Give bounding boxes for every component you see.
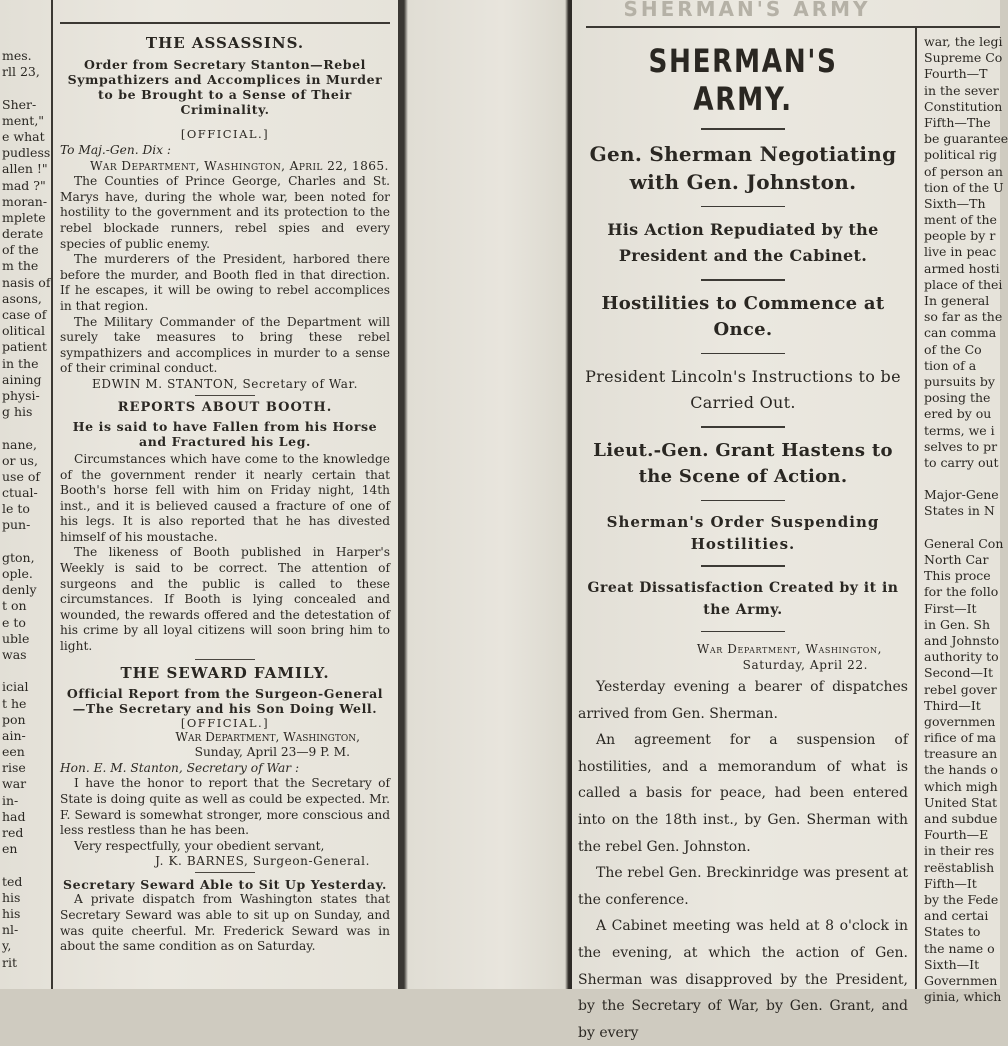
cut-off-line: selves to pr (924, 438, 998, 454)
cut-off-line: in the sever (924, 82, 999, 98)
bleed-through-masthead: SHERMAN'S ARMY (623, 0, 871, 21)
cut-off-line: of the Co (924, 341, 982, 357)
cut-off-line: and subdue (924, 811, 998, 826)
cut-off-line: rit (2, 954, 17, 970)
sherman-paragraph: An agreement for a suspension of hostilities, and a memorandum of what is called a basis for peace, had been entered into on the 18th inst., by Gen. Sherman with the rebel Gen. Johnston. (578, 732, 908, 855)
seward-paragraph: I have the honor to report that the Secretary of State is doing quite as well as could be expected. Mr. F. Seward is somewhat stronger, more conscious and less restless than he has been. (60, 776, 390, 838)
sherman-paragraph: A Cabinet meeting was held at 8 o'clock in the evening, at which the action of Gen. Sherman was disapproved by the President, by the Secretary of War, by Gen. Grant, and by every (578, 918, 908, 1041)
cut-off-line: in the (2, 355, 39, 371)
right-newspaper-page (572, 0, 1008, 1041)
seward-salutation: Hon. E. M. Stanton, Secretary of War : (60, 760, 300, 775)
booth-body (60, 452, 390, 655)
cut-off-line: rifice of ma (924, 730, 997, 746)
cut-off-line: governmen (924, 713, 996, 729)
cut-off-line: rll 23, (2, 64, 40, 80)
cut-off-line: uble (2, 630, 30, 646)
cut-off-line: treasure an (924, 746, 998, 762)
seward-dateline-1: War Department, Washington, (175, 729, 360, 744)
seward-subhead: Official Report from the Surgeon-General—The Secretary and his Son Doing Well. (66, 685, 384, 716)
cut-off-line: terms, we i (924, 422, 995, 438)
cut-off-line: mad ?" (2, 177, 46, 193)
sherman-paragraph: Yesterday evening a bearer of dispatches arrived from Gen. Sherman. (578, 679, 908, 722)
seward-body (60, 776, 390, 854)
cut-off-line: m the (2, 258, 39, 274)
cut-off-line: olitical (2, 323, 45, 339)
cut-off-line: le to (2, 501, 30, 517)
left-newspaper-page (0, 0, 398, 989)
cut-off-line: political rig (924, 147, 997, 163)
cut-off-line: gton, (2, 549, 35, 565)
deck-line: President Lincoln's Instructions to be Carried Out. (585, 367, 901, 412)
cut-off-line: can comma (924, 325, 997, 341)
deck-line: Lieut.-Gen. Grant Hastens to the Scene of Action. (593, 439, 893, 487)
deck-line: Sherman's Order Suspending Hostilities. (606, 513, 880, 553)
left-main-column (60, 0, 390, 989)
booth-headline: REPORTS ABOUT BOOTH. (117, 399, 333, 415)
seward-dateline-2: Sunday, April 23—9 P. M. (194, 745, 350, 760)
divider (701, 631, 785, 633)
cut-off-line: States in N (924, 503, 995, 519)
cut-off-line: Sixth—It (924, 956, 980, 972)
cut-off-line: Major-Gene (924, 487, 999, 503)
cut-off-line: authority to (924, 649, 999, 665)
cut-off-line: derate (2, 226, 44, 242)
deck-line: Great Dissatisfaction Created by it in the Army. (587, 579, 899, 618)
cut-off-left-column (2, 48, 51, 971)
cut-off-line: asons, (2, 290, 42, 306)
cut-off-line: in Gen. Sh (924, 616, 991, 632)
deck-line: Gen. Sherman Negotiating with Gen. Johnston. (589, 141, 897, 194)
cut-off-line: rise (2, 760, 26, 776)
cut-off-line: his (2, 889, 21, 905)
cut-off-line: In general (924, 293, 990, 308)
cut-off-line: the name o (924, 940, 995, 956)
cut-off-line: denly (2, 582, 37, 598)
divider (701, 565, 785, 567)
cut-off-line: moran- (2, 193, 48, 209)
cut-off-line: t he (2, 695, 27, 711)
cut-off-line: ginia, which (924, 989, 1002, 1005)
seward-headline: THE SEWARD FAMILY. (120, 663, 330, 682)
cut-off-line: place of thei (924, 276, 1003, 292)
assassins-paragraph: The Counties of Prince George, Charles and St. Marys have, during the whole war, been noted for hostility to the government and its protection to the rebel blockade runners, rebel spies and every species of public enemy. (60, 174, 390, 251)
cut-off-line: physi- (2, 387, 40, 403)
assassins-dateline: War Department, Washington, April 22, 1865. (90, 158, 389, 173)
cut-off-line (2, 420, 42, 436)
cut-off-line: had (2, 808, 26, 824)
cut-off-line: Constitution (924, 98, 1003, 114)
cut-off-line: posing the (924, 390, 991, 406)
sherman-dateline-2: Saturday, April 22. (742, 658, 868, 672)
cut-off-line: his (2, 905, 21, 921)
cut-off-line: or us, (2, 452, 38, 468)
cut-off-line: people by r (924, 228, 996, 244)
cut-off-line: by the Fede (924, 891, 999, 907)
cut-off-line (2, 663, 42, 679)
assassins-paragraph: The Military Commander of the Department will surely take measures to bring these rebel sympathizers and accomplices in murder to a sense of their criminal conduct. (60, 314, 390, 376)
cut-off-line: Second—It (924, 665, 994, 681)
cut-off-line: reëstablish (924, 859, 995, 875)
cut-off-line: red (2, 825, 24, 840)
cut-off-line: armed hosti (924, 260, 1000, 276)
cut-off-line: icial (2, 679, 29, 695)
cut-off-line: mplete (2, 209, 46, 225)
cut-off-line: be guarantee (924, 131, 1008, 147)
cut-off-line: Supreme Co (924, 50, 1003, 66)
cut-off-line: First—It (924, 600, 977, 616)
cut-off-line: war, the legi (924, 34, 1003, 49)
cut-off-line: Governmen (924, 972, 998, 988)
assassins-official-tag: [OFFICIAL.] (180, 127, 270, 141)
cut-off-line: pon (2, 711, 26, 727)
cut-off-line: e to (2, 614, 26, 630)
page-gutter (398, 0, 572, 989)
divider (701, 128, 785, 130)
sit-up-paragraph: A private dispatch from Washington states that Secretary Seward was able to sit up on Sunday, and was quite cheerful. Mr. Frederick Seward was in about the same condition as on Saturday. (60, 892, 390, 954)
cut-off-line: Fourth—E (924, 827, 989, 843)
divider (195, 872, 255, 873)
cut-off-line: of person an (924, 163, 1003, 179)
sherman-paragraph: The rebel Gen. Breckinridge was present at the conference. (578, 865, 908, 908)
sit-up-body (60, 892, 390, 954)
booth-paragraph: Circumstances which have come to the knowledge of the government render it nearly certain that Booth's horse fell with him on Friday night, 14th inst., and it is believed caused a fracture of one of his legs. It is also reported that he has divested himself of his moustache. (60, 451, 390, 544)
cut-off-line: ered by ou (924, 406, 992, 422)
seward-paragraph: Very respectfully, your obedient servant, (74, 838, 325, 853)
cut-off-line: Sher- (2, 96, 37, 112)
cut-off-line: United Stat (924, 794, 998, 810)
assassins-paragraph: The murderers of the President, harbored there before the murder, and Booth fled in that direction. If he escapes, it will be owing to rebel accomplices in that region. (60, 252, 390, 313)
cut-off-line: t on (2, 598, 27, 614)
divider (701, 206, 785, 208)
cut-off-line: General Con (924, 535, 1004, 551)
booth-paragraph: The likeness of Booth published in Harper's Weekly is said to be correct. The attention of surgeons and the public is called to these circumstances. If Booth is lying concealed and wounded, the rewards offered and the detestation of his crime by all loyal citizens will soon bring him to light. (60, 545, 390, 654)
top-rule (60, 22, 390, 24)
cut-off-line: ment of the (924, 212, 997, 228)
cut-off-line: pursuits by (924, 373, 995, 389)
cut-off-line: g his (2, 404, 33, 420)
cut-off-line: to carry out (924, 454, 999, 470)
cut-off-line: tion of a (924, 357, 977, 373)
cut-off-line: in their res (924, 843, 995, 859)
divider (195, 659, 255, 660)
cut-off-line: ment," (2, 112, 45, 128)
cut-off-line: allen !" (2, 161, 48, 177)
cut-off-line: tion of the U (924, 179, 1004, 195)
stanton-signature: EDWIN M. STANTON, Secretary of War. (92, 376, 358, 391)
cut-off-line: Fifth—It (924, 875, 977, 891)
sit-up-subhead: Secretary Seward Able to Sit Up Yesterday. (63, 877, 387, 893)
deck-line: Hostilities to Commence at Once. (601, 292, 885, 340)
cut-off-line: aining (2, 371, 42, 387)
cut-off-right-column (924, 34, 1008, 1005)
column-rule (51, 0, 53, 989)
assassins-subhead: Order from Secretary Stanton—Rebel Sympathizers and Accomplices in Murder to be Brought to a Sense of Their Criminality. (67, 57, 383, 117)
cut-off-line: the hands o (924, 762, 998, 778)
cut-off-line: was (2, 646, 27, 662)
cut-off-line: mes. (2, 48, 32, 63)
cut-off-line: and Johnsto (924, 632, 1000, 648)
divider (701, 426, 785, 428)
cut-off-line: Sixth—Th (924, 195, 986, 211)
divider (701, 500, 785, 502)
cut-off-line: nane, (2, 436, 37, 452)
cut-off-line: and certai (924, 908, 989, 924)
column-rule (915, 28, 917, 989)
cut-off-line: ted (2, 873, 23, 889)
cut-off-line: war (2, 776, 27, 792)
cut-off-line: ople. (2, 566, 33, 581)
cut-off-line (2, 857, 42, 873)
cut-off-line: for the follo (924, 584, 999, 600)
cut-off-line: so far as the (924, 309, 1003, 325)
cut-off-line: een (2, 744, 25, 760)
cut-off-line: patient (2, 339, 47, 355)
cut-off-line: Fourth—T (924, 66, 988, 82)
cut-off-line: pudless (2, 145, 51, 161)
cut-off-line (924, 471, 1000, 487)
cut-off-line: North Car (924, 552, 989, 567)
deck-line: His Action Repudiated by the President and the Cabinet. (607, 220, 879, 265)
cut-off-line: nasis of (2, 274, 51, 290)
cut-off-line (2, 534, 42, 550)
divider (195, 395, 255, 396)
barnes-signature: J. K. BARNES, Surgeon-General. (155, 854, 370, 869)
cut-off-line: of the (2, 242, 39, 258)
cut-off-line (924, 520, 1000, 536)
sherman-dateline-1: War Department, Washington, (696, 642, 882, 656)
sherman-column (578, 28, 908, 1041)
cut-off-line: case of (2, 307, 47, 322)
cut-off-line: en (2, 841, 18, 857)
assassins-salutation: To Maj.-Gen. Dix : (60, 143, 171, 157)
booth-subhead: He is said to have Fallen from his Horse and Fractured his Leg. (72, 418, 378, 449)
cut-off-line: Fifth—The (924, 114, 991, 130)
cut-off-line (2, 80, 42, 96)
divider (701, 279, 785, 281)
divider (701, 353, 785, 355)
assassins-body (60, 174, 390, 377)
cut-off-line: y, (2, 938, 12, 954)
assassins-headline: THE ASSASSINS. (145, 34, 305, 52)
cut-off-line: which migh (924, 778, 998, 794)
cut-off-line: ain- (2, 727, 26, 743)
sherman-body (578, 674, 908, 1046)
cut-off-line: This proce (924, 568, 991, 584)
cut-off-line: pun- (2, 517, 31, 533)
cut-off-line: nl- (2, 922, 19, 938)
cut-off-line: use of (2, 468, 40, 484)
sherman-title: SHERMAN'S ARMY. (648, 42, 838, 118)
seward-official-tag: [OFFICIAL.] (180, 715, 270, 730)
cut-off-line: Third—It (924, 697, 981, 713)
cut-off-line: in- (2, 792, 19, 808)
cut-off-line: e what (2, 128, 45, 144)
cut-off-line: rebel gover (924, 681, 997, 697)
cut-off-line: ctual- (2, 485, 38, 501)
cut-off-line: live in peac (924, 244, 997, 260)
cut-off-line: States to (924, 924, 981, 940)
